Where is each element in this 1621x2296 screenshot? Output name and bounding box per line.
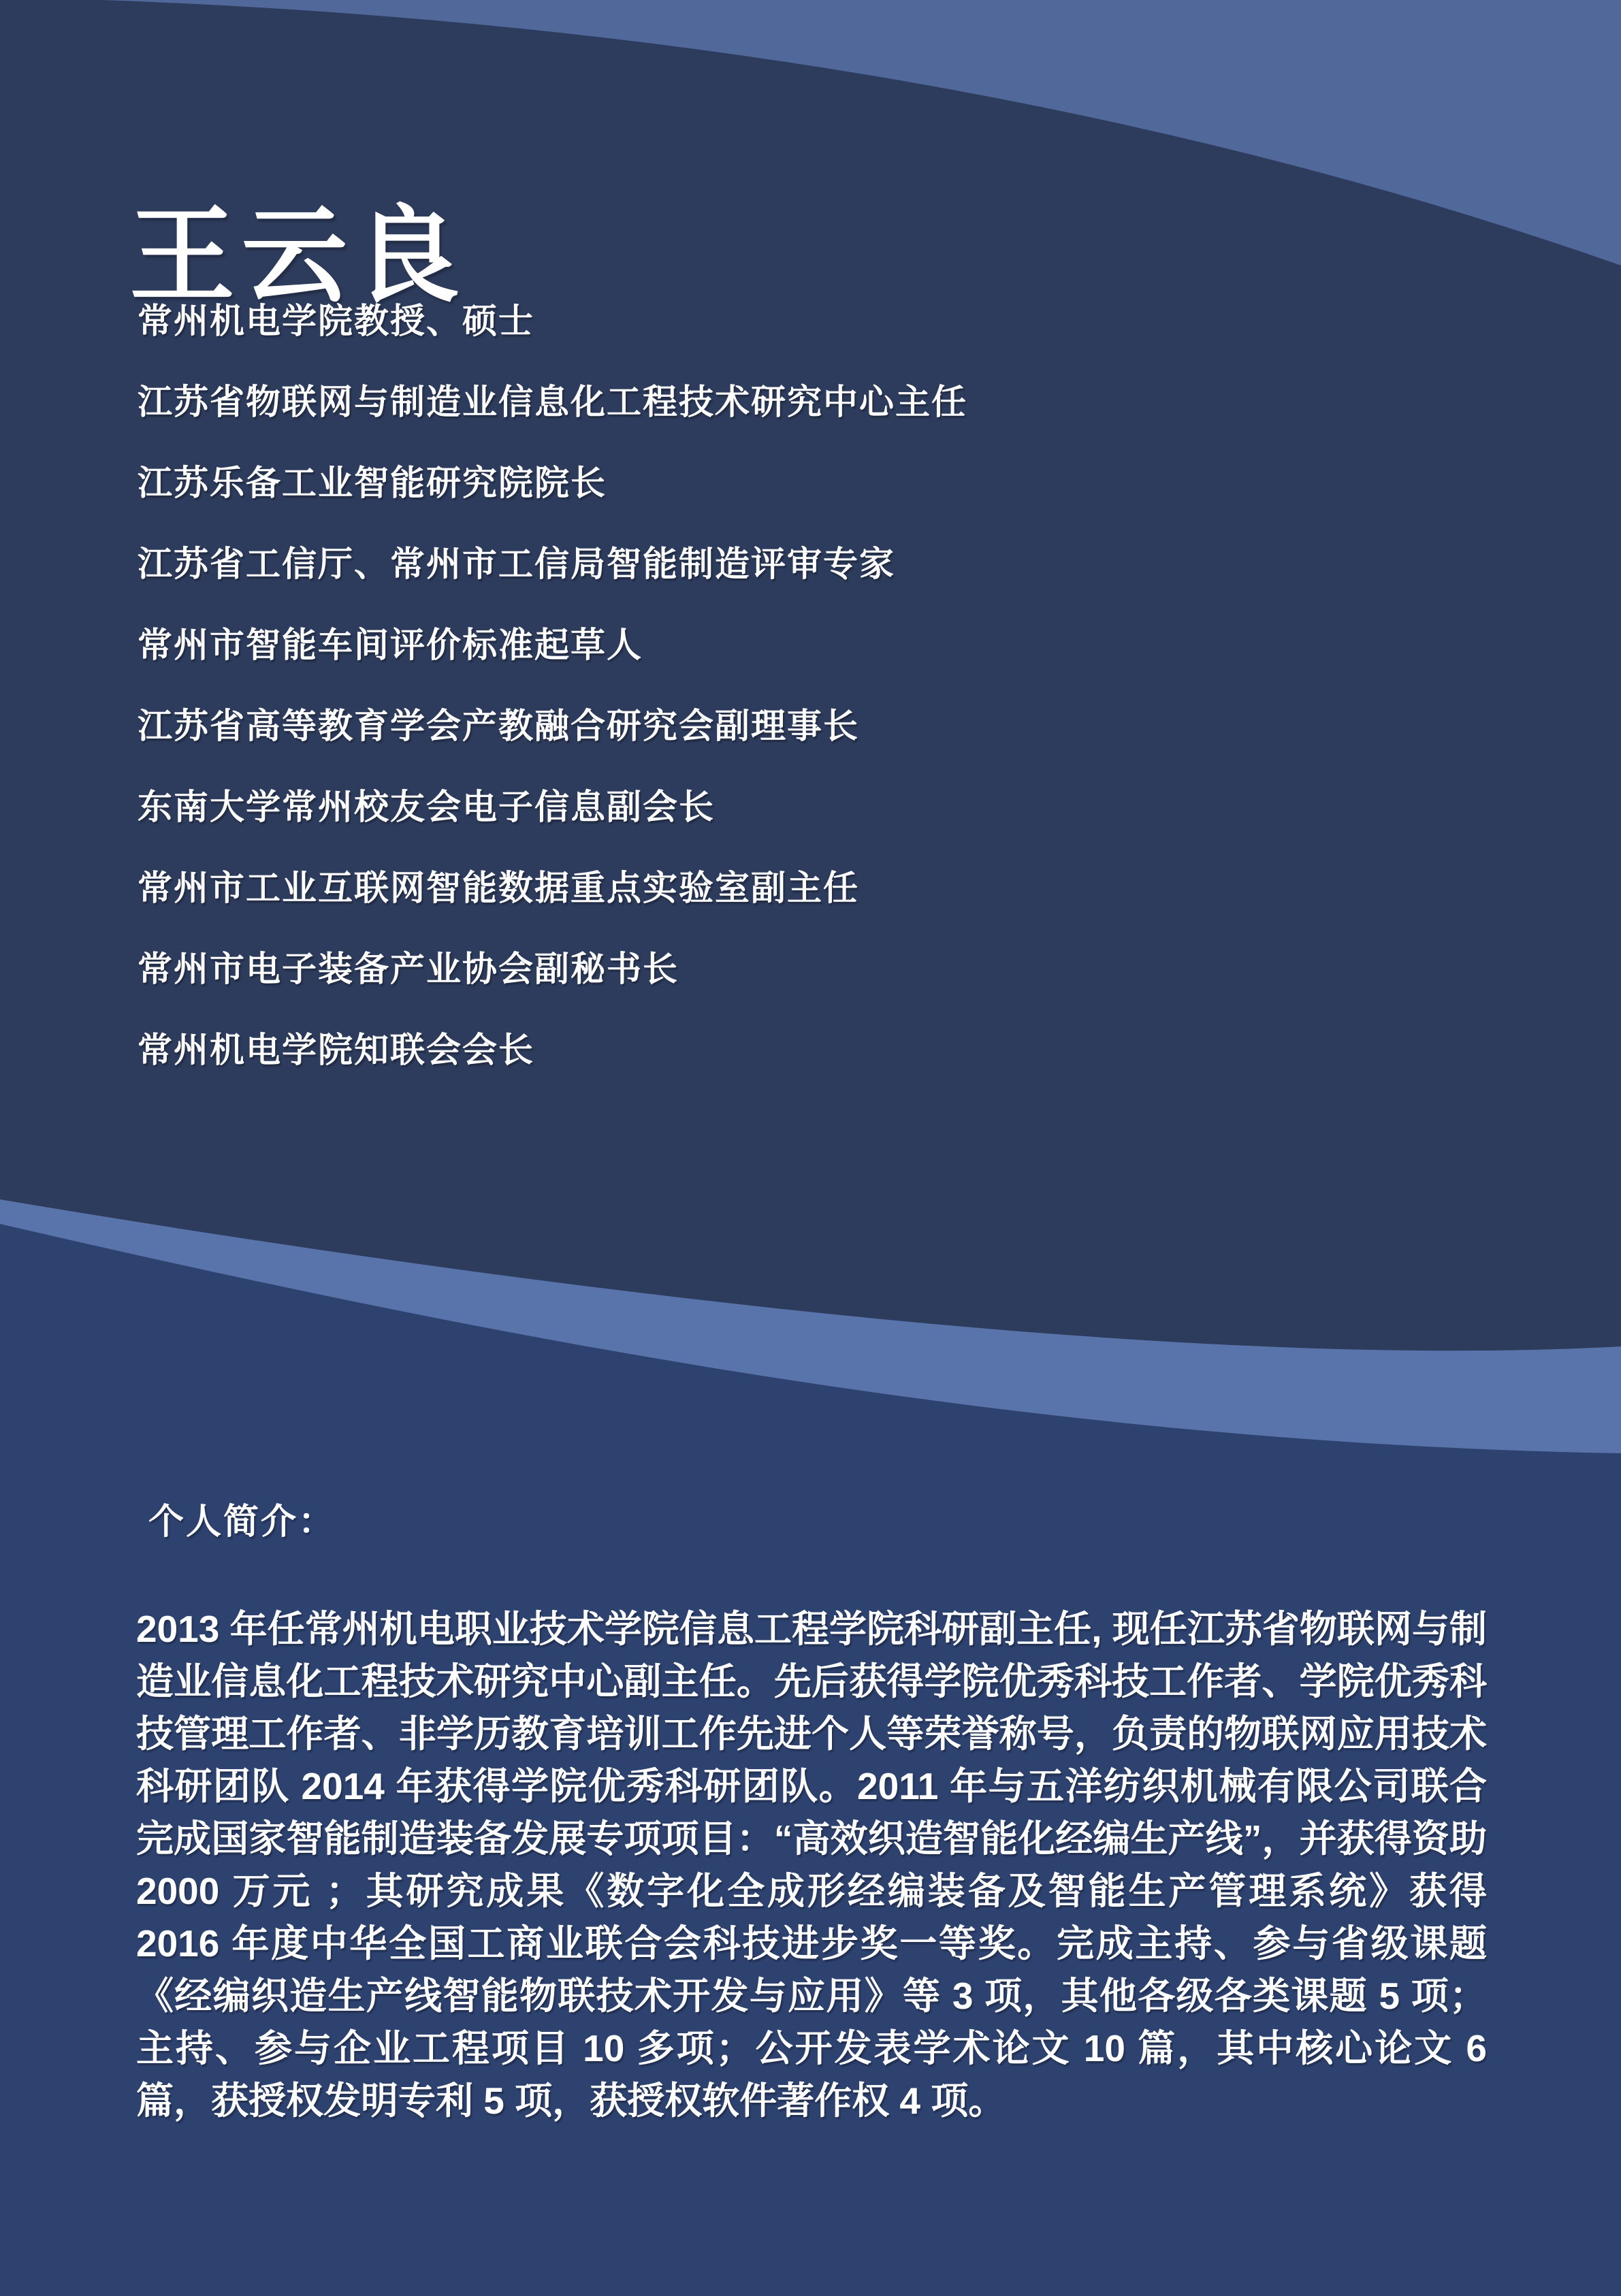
- titles-list: [138, 280, 1519, 1090]
- title-list-item: 常州市电子装备产业协会副秘书长: [138, 950, 679, 988]
- person-name: 王云良: [129, 196, 466, 314]
- title-list-item: 常州机电学院教授、硕士: [138, 302, 535, 340]
- title-list-item: 江苏省工信厅、常州市工信局智能制造评审专家: [138, 545, 896, 583]
- title-list-item: 常州市工业互联网智能数据重点实验室副主任: [138, 869, 860, 907]
- title-list-item: 东南大学常州校友会电子信息副会长: [138, 788, 716, 826]
- title-list-item: 常州市智能车间评价标准起草人: [138, 626, 643, 664]
- title-list-item: 江苏乐备工业智能研究院院长: [138, 464, 607, 502]
- title-list-item: 江苏省高等教育学会产教融合研究会副理事长: [138, 707, 860, 745]
- title-list-item: 江苏省物联网与制造业信息化工程技术研究中心主任: [138, 383, 968, 421]
- intro-heading: 个人简介：: [148, 1502, 336, 1542]
- intro-paragraph: 2013 年任常州机电职业技术学院信息工程学院科研副主任, 现任江苏省物联网与制造业信息化工程技术研究中心副主任。先后获得学院优秀科技工作者、学院优秀科技管理工作者、非学历教育培训工作先进个人等荣誉称号，负责的物联网应用技术科研团队 2014 年获得学院优秀科研团队。2011 年与五洋纺织机械有限公司联合完成国家智能制造装备发展专项项目：“高效织造智能化经编生产线”，并获得资助 2000 万元 ；其研究成果《数字化全成形经编装备及智能生产管理系统》获得 2016 年度中华全国工商业联合会科技进步奖一等奖。完成主持、参与省级课题《经编织造生产线智能物联技术开发与应用》等 3 项，其他各级各类课题 5 项；主持、参与企业工程项目 10 多项；公开发表学术论文 10 篇，其中核心论文 6 篇，获授权发明专利 5 项，获授权软件著作权 4 项。: [136, 1608, 1487, 2122]
- title-list-item: 常州机电学院知联会会长: [138, 1031, 535, 1069]
